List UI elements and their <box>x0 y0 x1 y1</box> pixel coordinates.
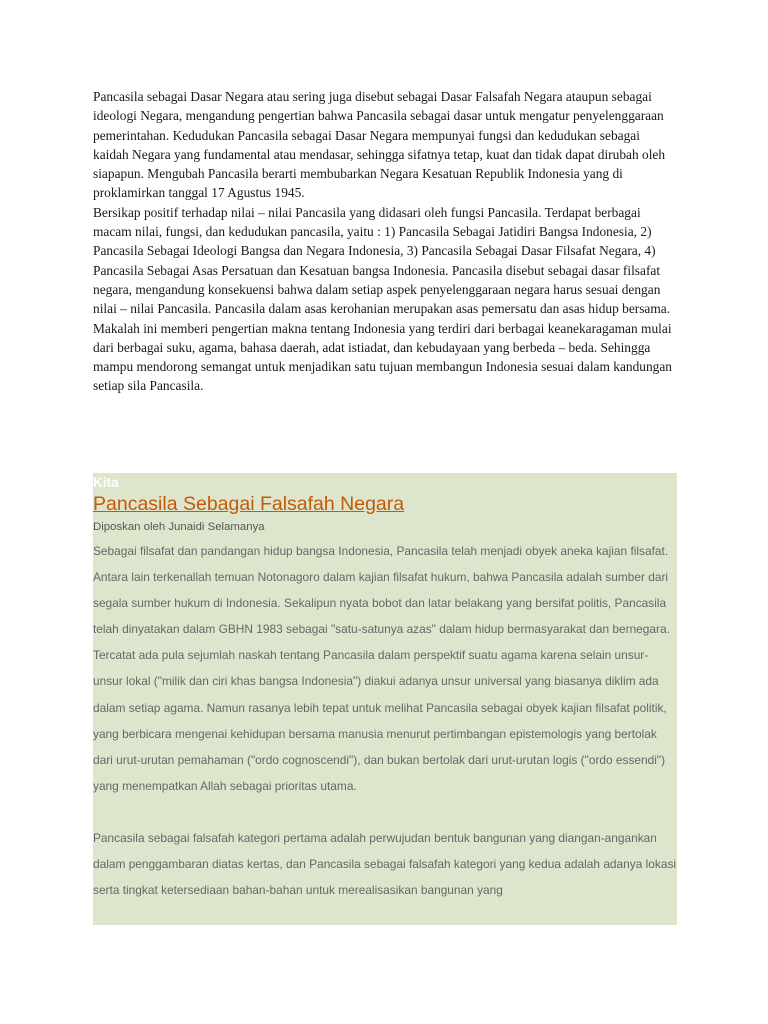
post-title-link[interactable]: Pancasila Sebagai Falsafah Negara <box>93 493 405 515</box>
post-author: Diposkan oleh Junaidi Selamanya <box>93 521 265 533</box>
post-paragraph: Pancasila sebagai falsafah kategori pertama adalah perwujudan bentuk bangunan yang diangan-angankan dalam penggambaran diatas kertas, dan Pancasila sebagai falsafah kategori yang kedua adalah adanya lokasi serta tingkat ketersediaan bahan-bahan untuk merealisasikan bangunan yang <box>93 830 677 898</box>
blog-post-excerpt <box>93 473 677 925</box>
blog-label: Kita <box>93 475 119 490</box>
post-paragraph: Sebagai filsafat dan pandangan hidup bangsa Indonesia, Pancasila telah menjadi obyek aneka kajian filsafat. Antara lain terkenallah temuan Notonagoro dalam kajian filsafat hukum, bahwa Pancasila adalah sumber dari segala sumber hukum di Indonesia. Sekalipun nyata bobot dan latar belakang yang bersifat politis, Pancasila telah dinyatakan dalam GBHN 1983 sebagai "satu-satunya azas" dalam hidup bermasyarakat dan bernegara. Tercatat ada pula sejumlah naskah tentang Pancasila dalam perspektif suatu agama karena selain unsur-unsur lokal ("milik dan ciri khas bangsa Indonesia") diakui adanya unsur universal yang biasanya diklim ada dalam setiap agama. Namun rasanya lebih tepat untuk melihat Pancasila sebagai obyek kajian filsafat politik, yang berbicara mengenai kehidupan bersama manusia menurut pertimbangan epistemologis yang bertolak dari urut-urutan pemahaman ("ordo cognoscendi"), dan bukan bertolak dari urut-urutan logis ("ordo essendi") yang menempatkan Allah sebagai prioritas utama. <box>93 544 670 793</box>
post-body <box>93 538 677 903</box>
intro-paragraph: Pancasila sebagai Dasar Negara atau sering juga disebut sebagai Dasar Falsafah Negara ataupun sebagai ideologi Negara, mengandung pengertian bahwa Pancasila sebagai dasar untuk mengatur penyelenggaraan pemerintahan. Kedudukan Pancasila sebagai Dasar Negara mempunyai fungsi dan kedudukan sebagai kaidah Negara yang fundamental atau mendasar, sehingga sifatnya tetap, kuat dan tidak dapat dirubah oleh siapapun. Mengubah Pancasila berarti membubarkan Negara Kesatuan Republik Indonesia yang di proklamirkan tanggal 17 Agustus 1945. <box>93 89 666 201</box>
intro-text <box>93 87 678 396</box>
intro-paragraph: Bersikap positif terhadap nilai – nilai Pancasila yang didasari oleh fungsi Pancasila. Terdapat berbagai macam nilai, fungsi, dan kedudukan pancasila, yaitu : 1) Pancasila Sebagai Jatidiri Bangsa Indonesia, 2) Pancasila Sebagai Ideologi Bangsa dan Negara Indonesia, 3) Pancasila Sebagai Dasar Filsafat Negara, 4) Pancasila Sebagai Asas Persatuan dan Kesatuan bangsa Indonesia. Pancasila disebut sebagai dasar filsafat negara, mengandung konsekuensi bahwa dalam setiap aspek penyelenggaraan negara harus sesuai dengan nilai – nilai Pancasila. Pancasila dalam asas kerohanian merupakan asas pemersatu dan asas hidup bersama. Makalah ini memberi pengertian makna tentang Indonesia yang terdiri dari berbagai keanekaragaman mulai dari berbagai suku, agama, bahasa daerah, adat istiadat, dan kebudayaan yang berbeda – beda. Sehingga mampu mendorong semangat untuk menjadikan satu tujuan membangun Indonesia sesuai dalam kandungan setiap sila Pancasila. <box>93 204 673 394</box>
